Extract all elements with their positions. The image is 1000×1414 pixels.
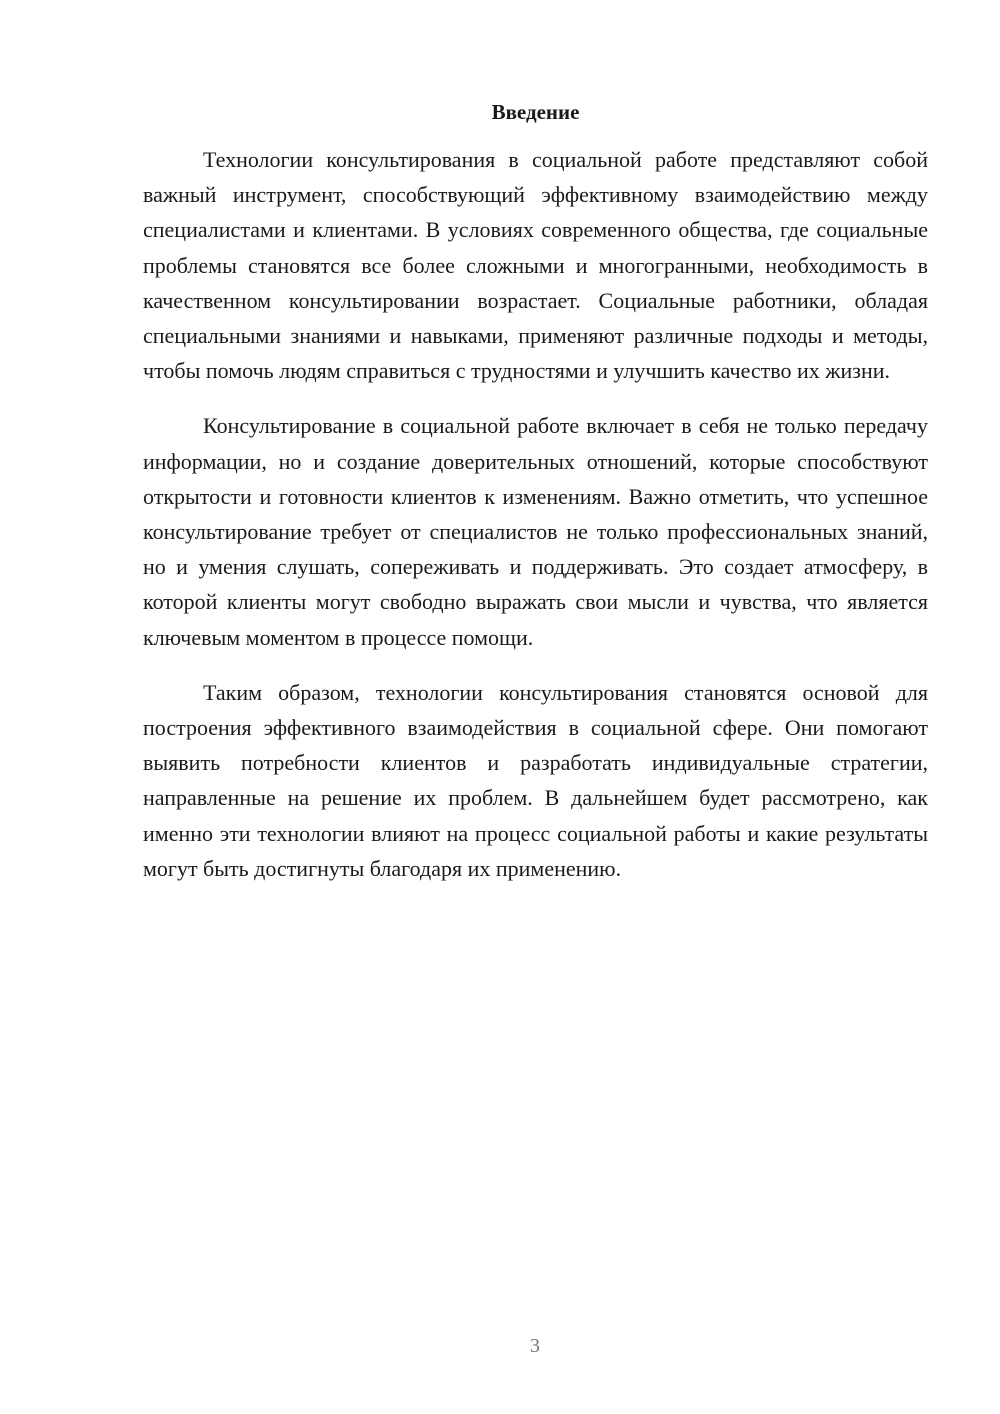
page-number: 3 xyxy=(530,1335,540,1357)
paragraph-1: Технологии консультирования в социальной работе представляют собой важный инструмент, способствующий эффективному взаимодействию между специалистами и клиентами. В условиях современного общества, где социальные проблемы становятся все более сложными и многогранными, необходимость в качественном консультировании возрастает. Социальные работники, обладая специальными знаниями и навыками, применяют различные подходы и методы, чтобы помочь людям справиться с трудностями и улучшить качество их жизни. xyxy=(143,147,928,384)
paragraph-2: Консультирование в социальной работе включает в себя не только передачу информации, но и создание доверительных отношений, которые способствуют открытости и готовности клиентов к изменениям. Важно отметить, что успешное консультирование требует от специалистов не только профессиональных знаний, но и умения слушать, сопереживать и поддерживать. Это создает атмосферу, в которой клиенты могут свободно выражать свои мысли и чувства, что является ключевым моментом в процессе помощи. xyxy=(143,413,928,650)
paragraph-3: Таким образом, технологии консультирования становятся основой для построения эффективного взаимодействия в социальной сфере. Они помогают выявить потребности клиентов и разработать индивидуальные стратегии, направленные на решение их проблем. В дальнейшем будет рассмотрено, как именно эти технологии влияют на процесс социальной работы и какие результаты могут быть достигнуты благодаря их применению. xyxy=(143,679,928,881)
section-heading: Введение xyxy=(491,100,580,124)
document-body xyxy=(143,142,928,906)
